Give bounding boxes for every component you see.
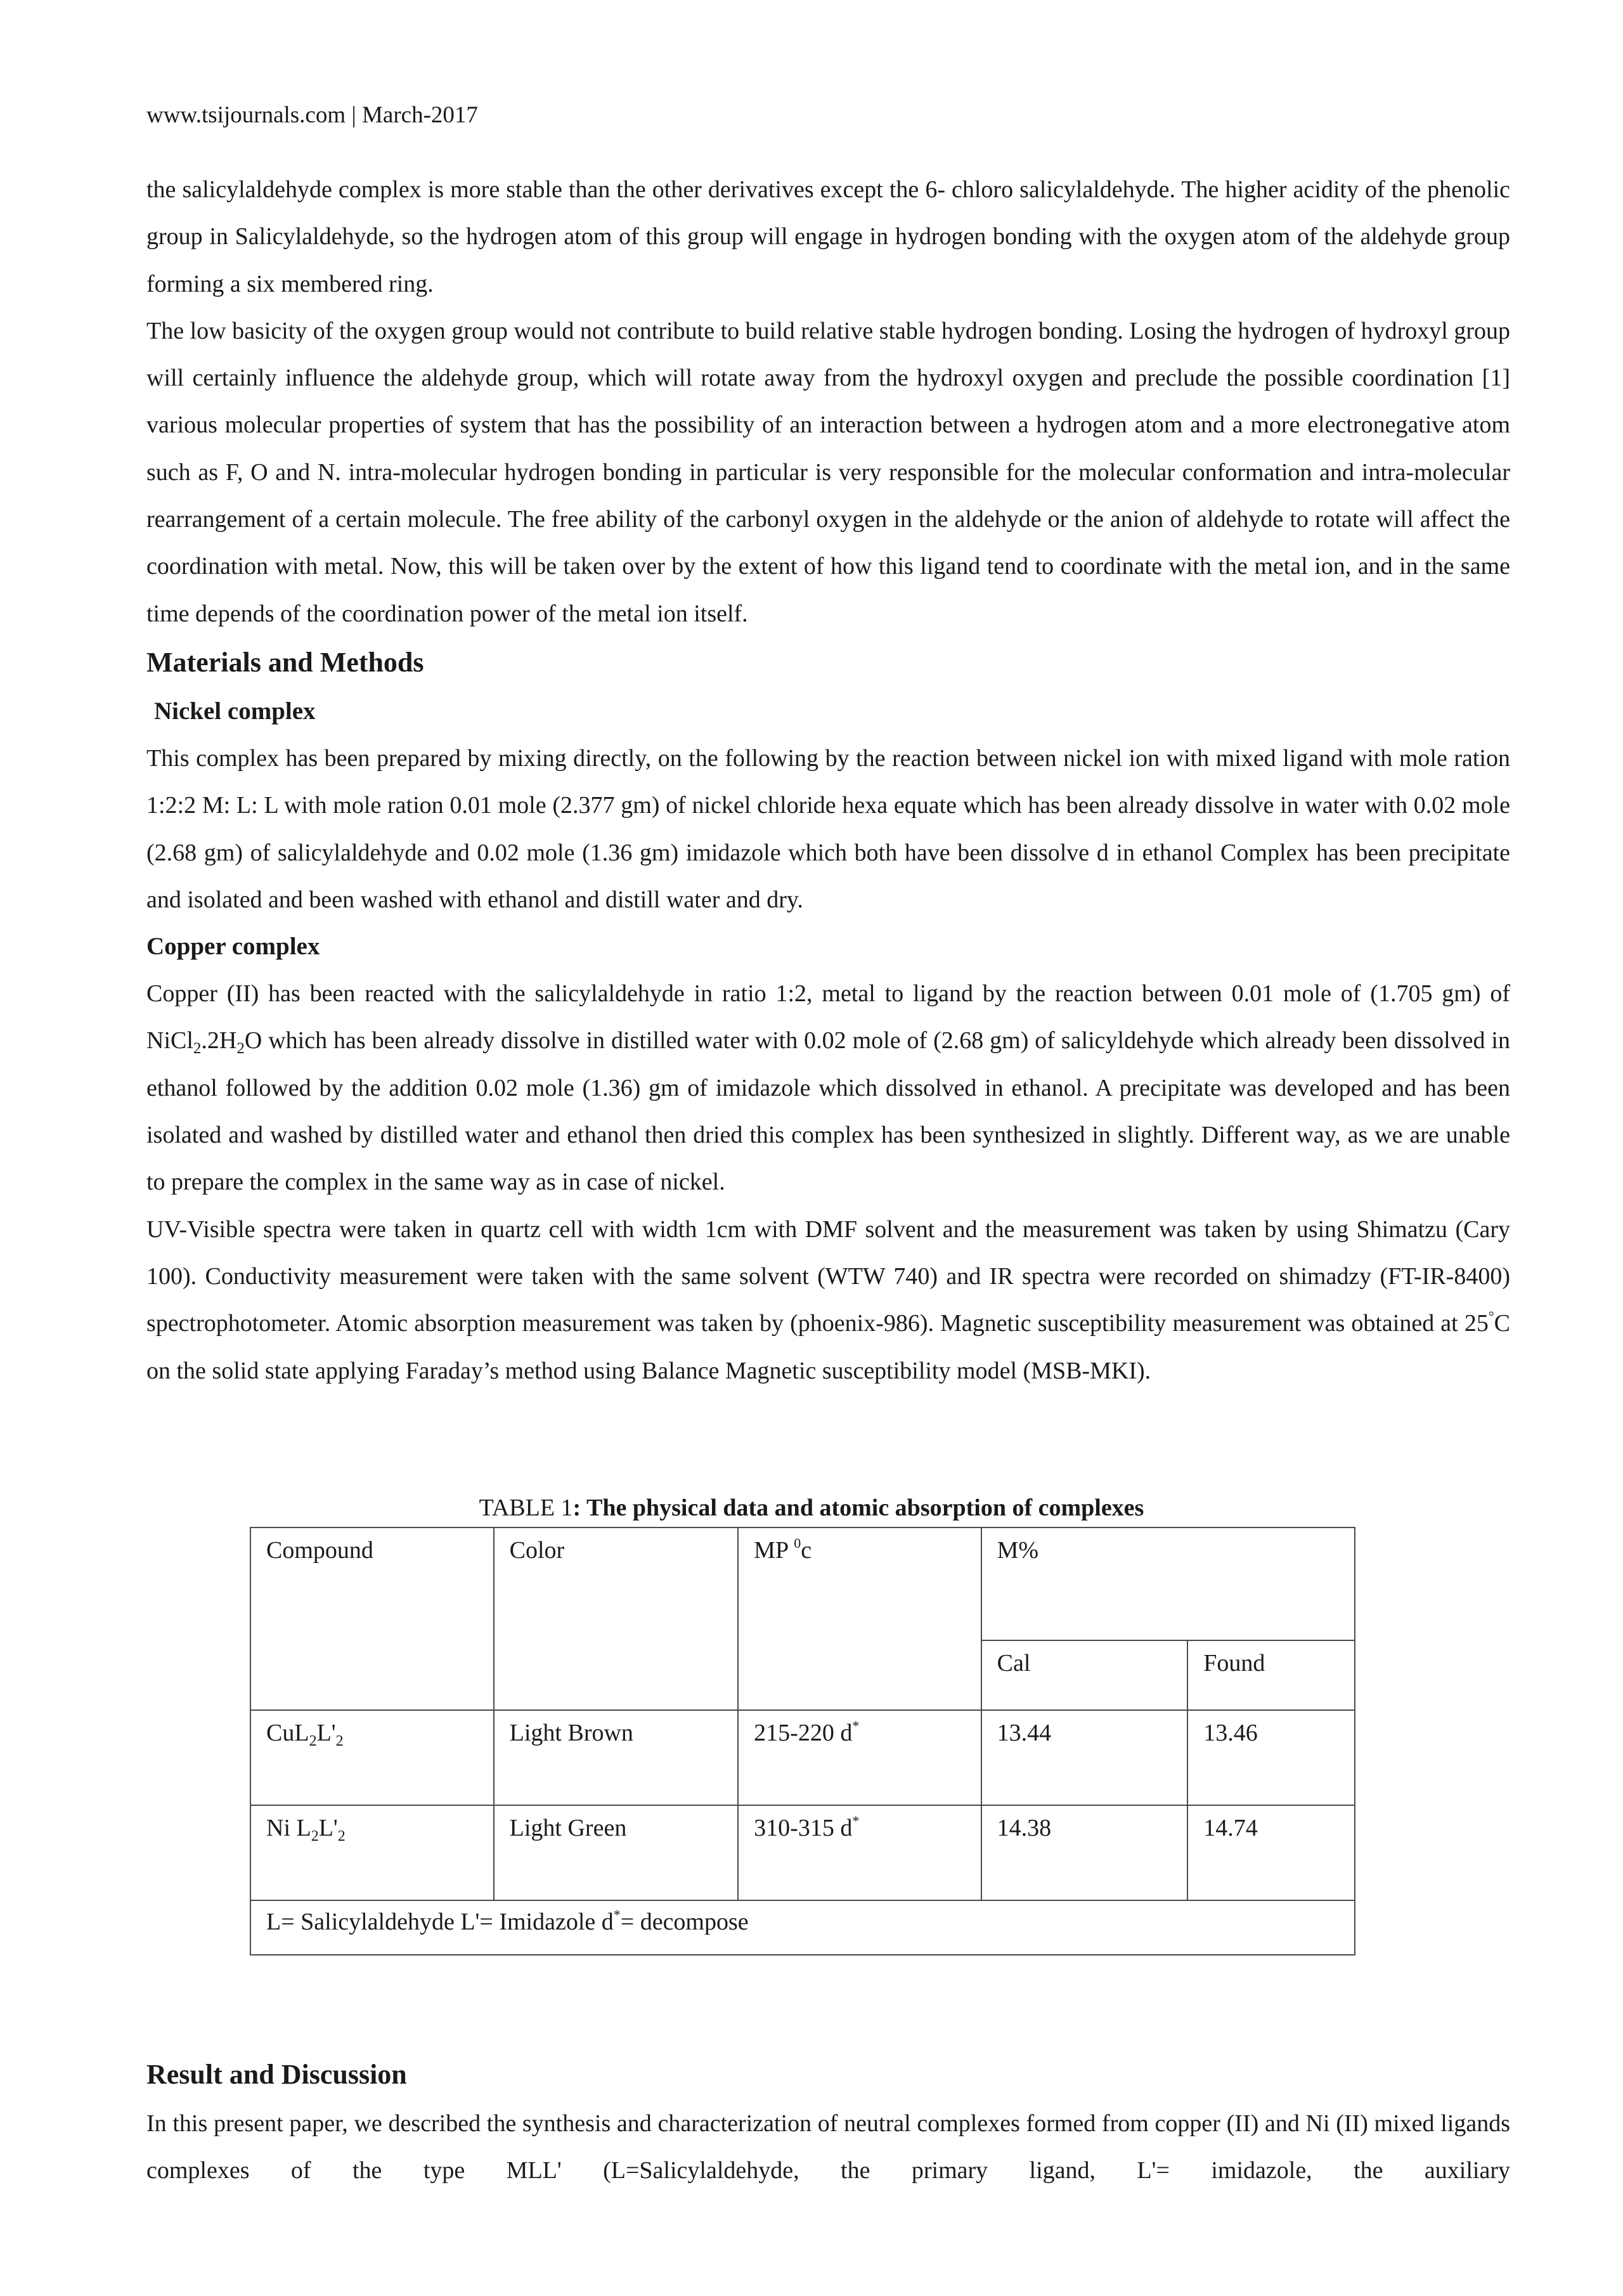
instruments-text-a: UV-Visible spectra were taken in quartz cell with width 1cm with DMF solvent and the measurement was taken by using Shimatzu (Cary 100). Conductivity measurement were taken with the same solvent (WTW 740) and IR spectra were recorded on shimadzy (FT-IR-8400) spectrophotometer. Atomic absorption measurement was taken by (phoenix-986). Magnetic susceptibility measurement was obtained at 25	[146, 1216, 1510, 1337]
header-mp-unit: c	[801, 1537, 812, 1564]
mp-value: 215-220 d	[754, 1720, 853, 1746]
cell-mp	[738, 1710, 981, 1805]
physical-data-table	[250, 1527, 1355, 1955]
table-caption-title: : The physical data and atomic absorption of complexes	[572, 1495, 1144, 1521]
table-row	[250, 1710, 1355, 1805]
header-color: Color	[494, 1527, 739, 1710]
header-mp-superscript: 0	[794, 1535, 801, 1551]
header-cal: Cal	[981, 1640, 1188, 1710]
cell-found: 13.46	[1187, 1710, 1355, 1805]
table-header-row	[250, 1527, 1355, 1640]
decompose-mark: *	[852, 1718, 860, 1734]
intro-paragraph-1: the salicylaldehyde complex is more stable than the other derivatives except the 6- chloro salicylaldehyde. The higher acidity of the phenolic group in Salicylaldehyde, so the hydrogen atom of this group will engage in hydrogen bonding with the oxygen atom of the aldehyde group forming a six membered ring.	[146, 176, 1510, 297]
results-heading: Result and Discussion	[146, 2059, 407, 2090]
subscript: 2	[193, 1040, 202, 1058]
cell-mp	[738, 1805, 981, 1900]
compound-text: CuL	[266, 1720, 309, 1746]
subscript: 2	[335, 1733, 344, 1749]
subscript: 2	[311, 1828, 319, 1845]
mp-value: 310-315 d	[754, 1815, 853, 1841]
cell-compound	[250, 1805, 494, 1900]
subscript: 2	[337, 1828, 346, 1845]
cell-found: 14.74	[1187, 1805, 1355, 1900]
footnote-mark: *	[613, 1907, 621, 1923]
subscript: 2	[309, 1733, 317, 1749]
compound-text: L'	[318, 1815, 338, 1841]
copper-complex-paragraph	[146, 970, 1510, 1205]
header-found: Found	[1187, 1640, 1355, 1710]
cell-cal: 14.38	[981, 1805, 1188, 1900]
cell-compound	[250, 1710, 494, 1805]
intro-paragraph-2: The low basicity of the oxygen group would not contribute to build relative stable hydrogen bonding. Losing the hydrogen of hydroxyl group will certainly influence the aldehyde group, which will rotate away from the hydroxyl oxygen and preclude the possible coordination [1] various molecular properties of system that has the possibility of an interaction between a hydrogen atom and a more electronegative atom such as F, O and N. intra-molecular hydrogen bonding in particular is very responsible for the molecular conformation and intra-molecular rearrangement of a certain molecule. The free ability of the carbonyl oxygen in the aldehyde or the anion of aldehyde to rotate will affect the coordination with metal. Now, this will be taken over by the extent of how this ligand tend to coordinate with the metal ion, and in the same time depends of the coordination power of the metal ion itself.	[146, 317, 1510, 627]
footnote-text: = decompose	[620, 1909, 749, 1935]
nickel-complex-paragraph: This complex has been prepared by mixing directly, on the following by the reaction between nickel ion with mixed ligand with mole ration 1:2:2 M: L: L with mole ration 0.01 mole (2.377 gm) of nickel chloride hexa equate which has been already dissolve in water with 0.02 mole (2.68 gm) of salicylaldehyde and 0.02 mole (1.36 gm) imidazole which both have been dissolve d in ethanol Complex has been precipitate and isolated and been washed with ethanol and distill water and dry.	[146, 744, 1510, 913]
instruments-text-b: C on the solid state applying Faraday’s method using Balance Magnetic susceptibility model (MSB-MKI).	[146, 1310, 1510, 1384]
copper-text-a: Copper (II) has been reacted with the salicylaldehyde in ratio 1:2, metal to ligand by the reaction between 0.01 mole of (1.705 gm) of NiCl	[146, 980, 1510, 1054]
copper-complex-heading: Copper complex	[146, 933, 320, 961]
cell-color: Light Brown	[494, 1710, 739, 1805]
decompose-mark: *	[852, 1813, 860, 1829]
results-paragraph: In this present paper, we described the synthesis and characterization of neutral complexes formed from copper (II) and Ni (II) mixed ligands complexes of the type MLL' (L=Salicylaldehyde, the primary ligand, L'= imidazole, the auxiliary	[146, 2110, 1510, 2184]
header-compound: Compound	[250, 1527, 494, 1710]
materials-methods-heading: Materials and Methods	[146, 646, 424, 678]
copper-text-b: .2H	[201, 1027, 237, 1054]
compound-text: Ni L	[266, 1815, 311, 1841]
cell-color: Light Green	[494, 1805, 739, 1900]
header-mp	[738, 1527, 981, 1710]
footnote-text: L= Salicylaldehyde L'= Imidazole d	[266, 1909, 614, 1935]
results-section	[146, 2049, 1510, 2195]
compound-text: L'	[316, 1720, 336, 1746]
table-caption-label: TABLE 1	[479, 1495, 573, 1521]
table-footnote	[250, 1900, 1355, 1955]
header-metal-percent: M%	[981, 1527, 1355, 1640]
running-header: www.tsijournals.com | March-2017	[146, 102, 478, 128]
table-row	[250, 1805, 1355, 1900]
table-footnote-row	[250, 1900, 1355, 1955]
body-text	[146, 166, 1510, 1394]
subscript: 2	[236, 1040, 245, 1058]
copper-text-c: O which has been already dissolve in distilled water with 0.02 mole of (2.68 gm) of salicyldehyde which already been dissolved in ethanol followed by the addition 0.02 mole (1.36) gm of imidazole which dissolved in ethanol. A precipitate was developed and has been isolated and washed by distilled water and ethanol then dried this complex has been synthesized in slightly. Different way, as we are unable to prepare the complex in the same way as in case of nickel.	[146, 1027, 1510, 1196]
header-mp-label: MP	[754, 1537, 788, 1564]
cell-cal: 13.44	[981, 1710, 1188, 1805]
table-caption	[0, 1491, 1623, 1524]
degree-symbol: °	[1488, 1308, 1494, 1325]
nickel-complex-heading: Nickel complex	[154, 697, 316, 725]
instruments-paragraph	[146, 1206, 1510, 1394]
